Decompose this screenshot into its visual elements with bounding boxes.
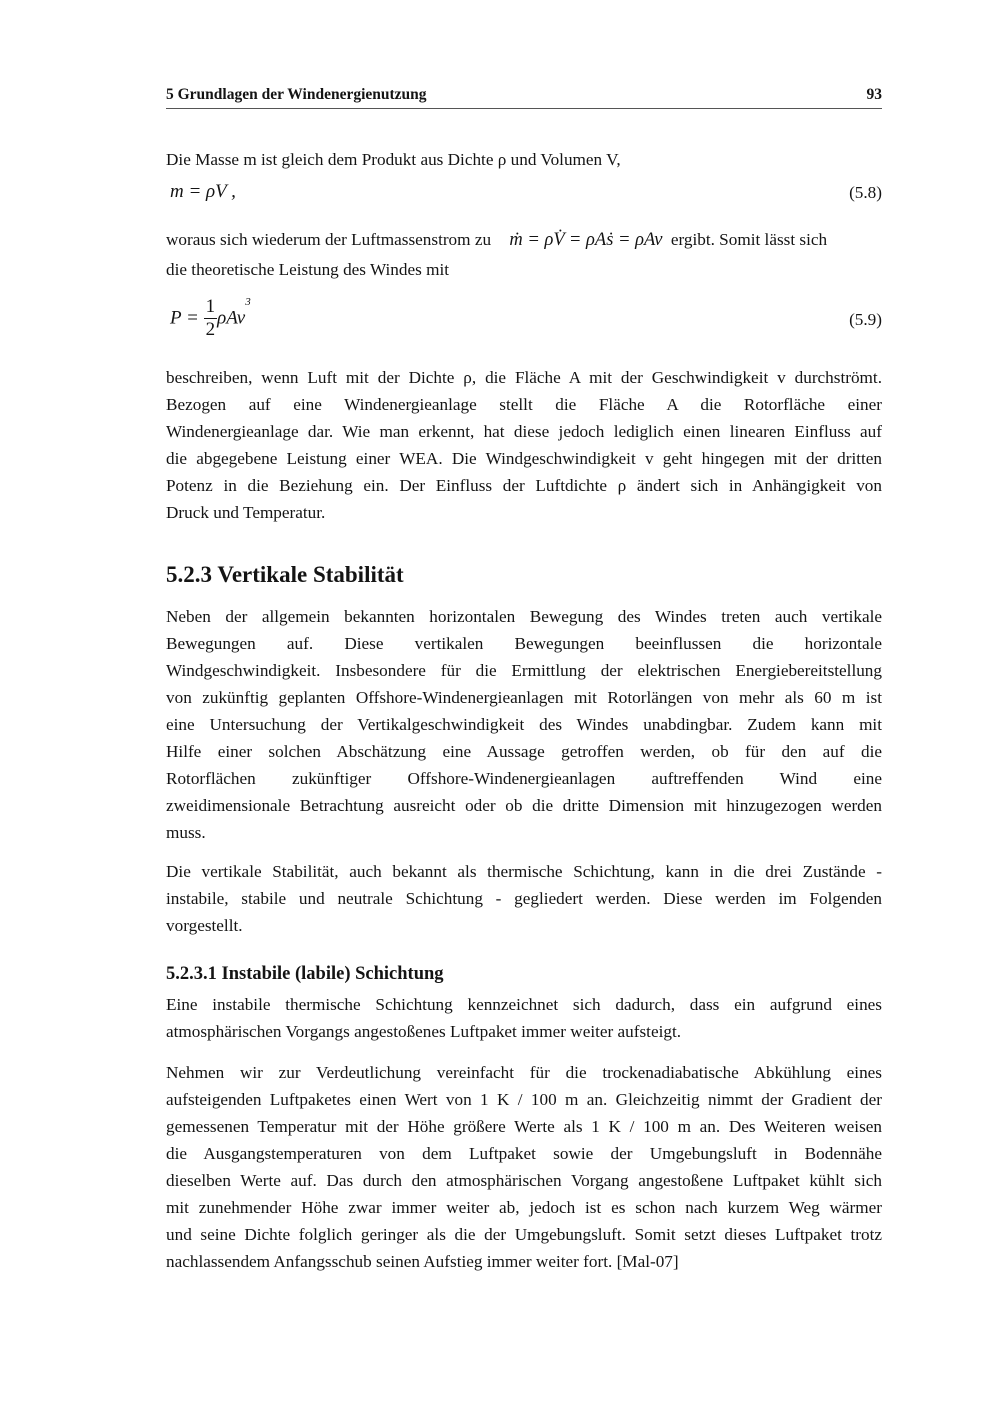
paragraph-line: Windgeschwindigkeit. Insbesondere für die Ermittlung der elektrischen Energiebereitstellung <box>166 661 882 680</box>
paragraph-line: von zukünftig geplanten Offshore-Windenergieanlagen mit Rotorlängen von mehr als 60 m ist <box>166 688 882 707</box>
paragraph-line: muss. <box>166 823 206 842</box>
page-number: 93 <box>866 86 882 103</box>
paragraph-line: und seine Dichte folglich geringer als die der Umgebungsluft. Somit setzt dieses Luftpaket trotz <box>166 1225 882 1244</box>
fraction-numerator: 1 <box>205 296 216 318</box>
equation-number-5-9: (5.9) <box>849 310 882 329</box>
paragraph-line: die Ausgangstemperaturen von dem Luftpaket sowie der Umgebungsluft in Bodennähe <box>166 1144 882 1163</box>
paragraph-line: atmosphärischen Vorgangs angestoßenes Luftpaket immer weiter aufsteigt. <box>166 1022 682 1041</box>
fraction-denominator: 2 <box>205 319 216 341</box>
paragraph-line: Eine instabile thermische Schichtung kennzeichnet sich dadurch, dass ein aufgrund eines <box>166 995 882 1014</box>
mass-flow-text-start: woraus sich wiederum der Luftmassenstrom zu <box>166 230 492 249</box>
paragraph-line: Druck und Temperatur. <box>166 503 326 522</box>
chapter-title: 5 Grundlagen der Windenergienutzung <box>166 86 427 103</box>
paragraph-line: Windenergieanlage dar. Wie man erkennt, hat diese jedoch lediglich einen linearen Einfluss auf <box>166 422 882 441</box>
power-exponent: 3 <box>245 296 251 308</box>
fraction-one-half <box>204 296 218 341</box>
paragraph-line: Bewegungen auf. Diese vertikalen Bewegungen beeinflussen die horizontale <box>166 634 882 653</box>
equation-number-5-8: (5.8) <box>849 183 882 202</box>
mass-flow-formula: ṁ = ρV̇ = ρAṡ = ρAv <box>509 230 663 250</box>
mass-flow-line <box>166 226 882 254</box>
paragraph-line: Bezogen auf eine Windenergieanlage stellt die Fläche A die Rotorfläche einer <box>166 395 882 414</box>
section-heading-5-2-3: 5.2.3 Vertikale Stabilität <box>166 562 404 587</box>
equation-5-9 <box>170 296 251 341</box>
intro-line: Die Masse m ist gleich dem Produkt aus Dichte ρ und Volumen V, <box>166 150 621 169</box>
power-lhs: P = <box>170 307 199 329</box>
paragraph-line: mit zunehmender Höhe zwar immer weiter ab, jedoch ist es schon nach kurzem Weg wärmer <box>166 1198 882 1217</box>
paragraph-line: Nehmen wir zur Verdeutlichung vereinfacht für die trockenadiabatische Abkühlung eines <box>166 1063 882 1082</box>
paragraph-line: vorgestellt. <box>166 916 243 935</box>
running-header <box>166 86 882 109</box>
power-intro-line: die theoretische Leistung des Windes mit <box>166 260 449 279</box>
paragraph-line: gemessenen Temperatur mit der Höhe größere Werte als 1 K / 100 m an. Des Weiteren weisen <box>166 1117 882 1136</box>
power-rhs: ρAv <box>217 307 246 329</box>
paragraph-line: Hilfe einer solchen Abschätzung eine Aussage getroffen werden, ob für den auf die <box>166 742 882 761</box>
paragraph-line: Die vertikale Stabilität, auch bekannt als thermische Schichtung, kann in die drei Zustände - <box>166 862 882 881</box>
paragraph-line: instabile, stabile und neutrale Schichtung - gegliedert werden. Diese werden im Folgenden <box>166 889 882 908</box>
paragraph-line: Potenz in die Beziehung ein. Der Einfluss der Luftdichte ρ ändert sich in Anhängigkeit von <box>166 476 882 495</box>
paragraph-line: eine Untersuchung der Vertikalgeschwindigkeit des Windes unabdingbar. Zudem kann mit <box>166 715 882 734</box>
section-heading-5-2-3-1: 5.2.3.1 Instabile (labile) Schichtung <box>166 964 444 984</box>
paragraph-line: aufsteigenden Luftpaketes einen Wert von 1 K / 100 m an. Gleichzeitig nimmt der Gradient der <box>166 1090 882 1109</box>
equation-5-8: m = ρV , <box>170 181 236 202</box>
mass-flow-text-end: ergibt. Somit lässt sich <box>670 230 828 249</box>
paragraph-line: dieselben Werte auf. Das durch den atmosphärischen Vorgang angestoßene Luftpaket kühlt sich <box>166 1171 882 1190</box>
paragraph-line: zweidimensionale Betrachtung ausreicht oder ob die dritte Dimension mit hinzugezogen werden <box>166 796 882 815</box>
paragraph-line: die abgegebene Leistung einer WEA. Die Windgeschwindigkeit v geht hingegen mit der dritten <box>166 449 882 468</box>
paragraph-line: nachlassendem Anfangsschub seinen Aufstieg immer weiter fort. [Mal-07] <box>166 1252 679 1271</box>
paragraph-line: Neben der allgemein bekannten horizontalen Bewegung des Windes treten auch vertikale <box>166 607 882 626</box>
paragraph-line: Rotorflächen zukünftiger Offshore-Windenergieanlagen auftreffenden Wind eine <box>166 769 882 788</box>
paragraph-line: beschreiben, wenn Luft mit der Dichte ρ, die Fläche A mit der Geschwindigkeit v durchströmt. <box>166 368 882 387</box>
